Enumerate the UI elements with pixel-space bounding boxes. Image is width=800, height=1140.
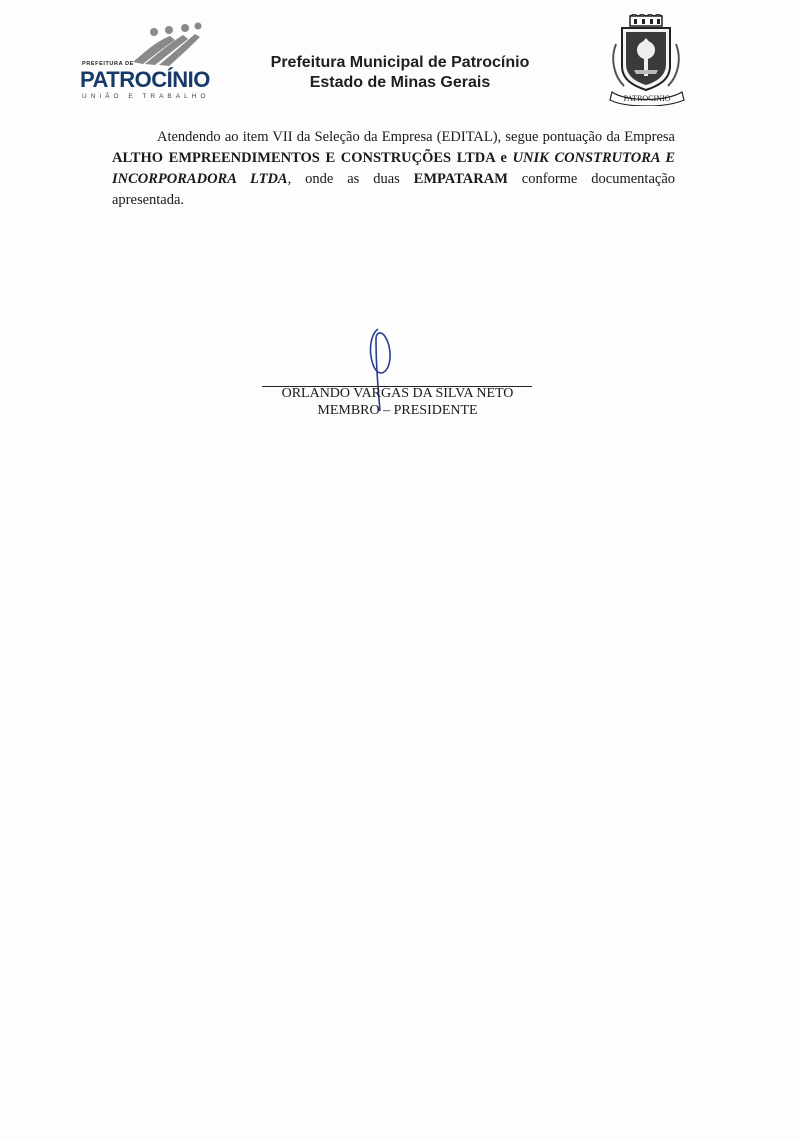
conjunction: e: [494, 150, 513, 166]
crest-ribbon-text: PATROCINIO: [623, 94, 671, 103]
coat-of-arms-icon: [606, 14, 688, 106]
header-title-line1: Prefeitura Municipal de Patrocínio: [270, 54, 530, 71]
statement-paragraph: [112, 127, 675, 211]
logo-tagline: UNIÃO E TRABALHO: [82, 93, 210, 100]
signatory-name: ORLANDO VARGAS DA SILVA NETO: [281, 386, 514, 401]
logo-main-text: PATROCÍNIO: [80, 67, 210, 92]
company-name-1: ALTHO EMPREENDIMENTOS E CONSTRUÇÕES LTDA: [112, 150, 495, 166]
logo-small-text: PREFEITURA DE: [82, 61, 134, 67]
header-title-line2: Estado de Minas Gerais: [309, 74, 491, 91]
result-text: EMPATARAM: [413, 171, 508, 187]
signatory-role: MEMBRO – PRESIDENTE: [317, 403, 478, 418]
statement-text-1: Atendendo ao item VII da Seleção da Empresa (EDITAL), segue pontuação da Empresa: [157, 129, 675, 145]
header-title: [240, 53, 560, 93]
company-name-2: UNIK CONSTRUTORA E INCORPORADORA LTDA: [112, 150, 676, 187]
patrocinio-logo: [80, 22, 230, 104]
statement-text-3: conforme documentação apresentada.: [112, 171, 676, 208]
municipal-crest: [606, 14, 688, 106]
logo-figures-icon: [125, 22, 205, 67]
statement-text-2: , onde as duas: [287, 171, 414, 187]
